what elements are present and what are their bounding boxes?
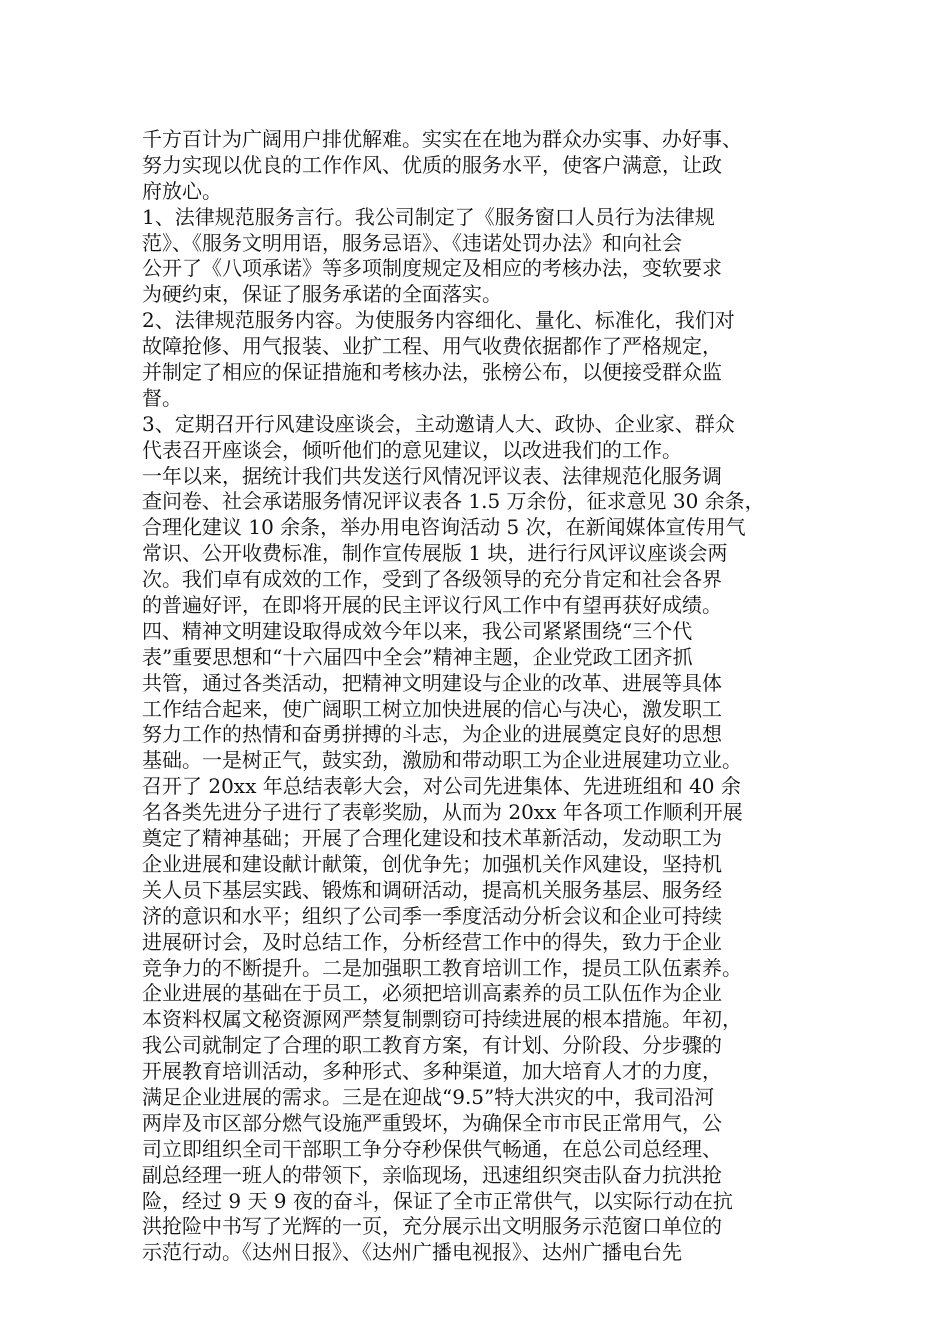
text-line: 公开了《八项承诺》等多项制度规定及相应的考核办法，变软要求 (142, 256, 722, 281)
text-line: 查问卷、社会承诺服务情况评议表各 1.5 万余份，征求意见 30 余条， (142, 489, 765, 514)
text-line: 故障抢修、用气报装、业扩工程、用气收费依据都作了严格规定， (142, 334, 722, 359)
body-text (142, 127, 822, 1266)
text-line: 千方百计为广阔用户排优解难。实实在在地为群众办实事、办好事、 (142, 127, 742, 151)
text-line: 范》、《服务文明用语，服务忌语》、《违诺处罚办法》和向社会 (142, 230, 682, 255)
text-line: 我公司就制定了合理的职工教育方案，有计划、分阶段、分步骤的 (142, 1033, 722, 1058)
text-line: 关人员下基层实践、锻炼和调研活动，提高机关服务基层、服务经 (142, 877, 722, 902)
text-line: 3、定期召开行风建设座谈会，主动邀请人大、政协、企业家、群众 (142, 411, 735, 436)
text-line: 企业进展的基础在于员工，必须把培训高素养的员工队伍作为企业 (142, 981, 722, 1006)
text-line: 为硬约束，保证了服务承诺的全面落实。 (142, 282, 502, 307)
text-line: 名各类先进分子进行了表彰奖励，从而为 20xx 年各项工作顺利开展 (142, 800, 743, 825)
text-line: 奠定了精神基础；开展了合理化建设和技术革新活动，发动职工为 (142, 826, 722, 851)
text-line: 险，经过 9 天 9 夜的奋斗，保证了全市正常供气，以实际行动在抗 (142, 1188, 733, 1213)
text-line: 两岸及市区部分燃气设施严重毁坏，为确保全市市民正常用气，公 (142, 1110, 722, 1135)
text-line: 四、精神文明建设取得成效今年以来，我公司紧紧围绕“三个代 (142, 618, 693, 643)
text-line: 次。我们卓有成效的工作，受到了各级领导的充分肯定和社会各界 (142, 567, 722, 592)
text-line: 1、法律规范服务言行。我公司制定了《服务窗口人员行为法律规 (142, 204, 715, 229)
text-line: 济的意识和水平；组织了公司季一季度活动分析会议和企业可持续 (142, 903, 722, 928)
text-line: 府放心。 (142, 178, 222, 203)
text-line: 召开了 20xx 年总结表彰大会，对公司先进集体、先进班组和 40 余 (142, 774, 741, 799)
text-line: 并制定了相应的保证措施和考核办法，张榜公布，以便接受群众监 (142, 360, 722, 385)
text-line: 副总经理一班人的带领下，亲临现场，迅速组织突击队奋力抗洪抢 (142, 1162, 722, 1187)
text-line: 示范行动。《达州日报》、《达州广播电视报》、达州广播电台先 (142, 1240, 682, 1265)
text-line: 进展研讨会，及时总结工作，分析经营工作中的得失，致力于企业 (142, 929, 722, 954)
text-line: 基础。一是树正气，鼓实劲，激励和带动职工为企业进展建功立业。 (142, 748, 742, 773)
text-line: 开展教育培训活动，多种形式、多种渠道，加大培育人才的力度， (142, 1059, 722, 1084)
text-line: 竞争力的不断提升。二是加强职工教育培训工作，提员工队伍素养。 (142, 955, 742, 980)
text-line: 一年以来，据统计我们共发送行风情况评议表、法律规范化服务调 (142, 463, 722, 488)
text-line: 共管，通过各类活动，把精神文明建设与企业的改革、进展等具体 (142, 670, 722, 695)
text-line: 努力实现以优良的工作作风、优质的服务水平，使客户满意，让政 (142, 152, 722, 177)
text-line: 常识、公开收费标准，制作宣传展版 1 块，进行行风评议座谈会两 (142, 541, 728, 566)
text-line: 企业进展和建设献计献策，创优争先；加强机关作风建设，坚持机 (142, 851, 722, 876)
text-line: 满足企业进展的需求。三是在迎战“9.5”特大洪灾的中，我司沿河 (142, 1084, 715, 1109)
text-line: 洪抢险中书写了光辉的一页，充分展示出文明服务示范窗口单位的 (142, 1214, 722, 1239)
text-line: 工作结合起来，使广阔职工树立加快进展的信心与决心，激发职工 (142, 696, 722, 721)
text-line: 司立即组织全司干部职工争分夺秒保供气畅通，在总公司总经理、 (142, 1136, 722, 1161)
text-line: 本资料权属文秘资源网严禁复制剽窃可持续进展的根本措施。年初， (142, 1007, 742, 1032)
text-line: 代表召开座谈会，倾听他们的意见建议，以改进我们的工作。 (142, 437, 682, 462)
text-line: 表”重要思想和“十六届四中全会”精神主题，企业党政工团齐抓 (142, 644, 693, 669)
text-line: 合理化建议 10 余条，举办用电咨询活动 5 次，在新闻媒体宣传用气 (142, 515, 746, 540)
text-line: 2、法律规范服务内容。为使服务内容细化、量化、标准化，我们对 (142, 308, 735, 333)
text-line: 督。 (142, 385, 182, 410)
text-line: 的普遍好评，在即将开展的民主评议行风工作中有望再获好成绩。 (142, 593, 722, 618)
text-line: 努力工作的热情和奋勇拼搏的斗志，为企业的进展奠定良好的思想 (142, 722, 722, 747)
